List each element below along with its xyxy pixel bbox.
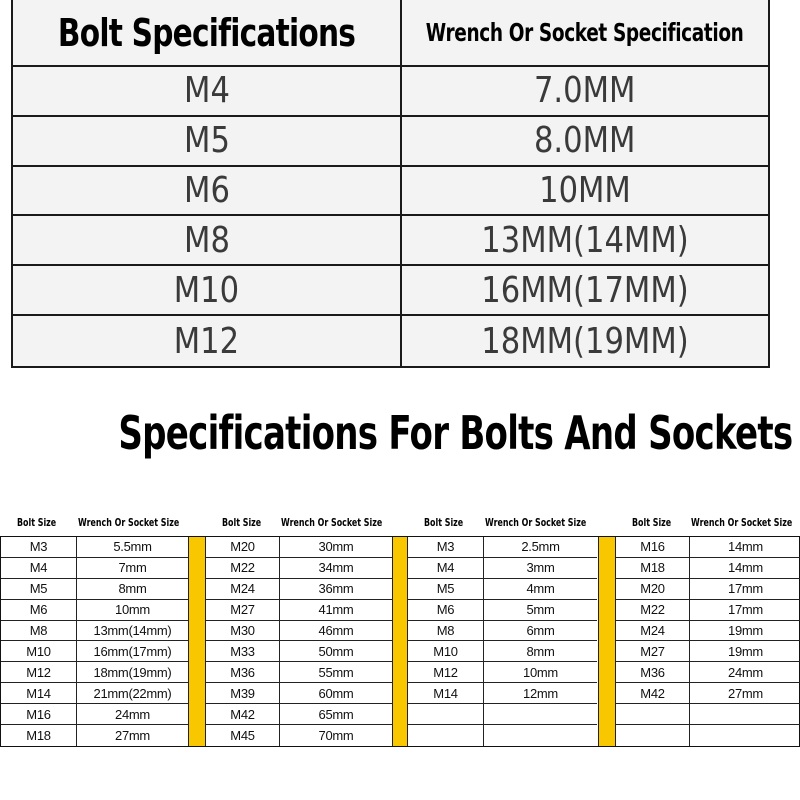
cell-text: M6	[183, 170, 230, 212]
wrench-size-cell: 16mm(17mm)	[93, 643, 172, 659]
cell-text: 13MM(14MM)	[481, 219, 689, 261]
bolt-size-cell: M22	[616, 600, 690, 620]
bolt-size-cell: M42	[206, 704, 280, 724]
table-row	[408, 641, 597, 662]
wrench-size-cell: 8mm	[526, 643, 555, 659]
table-row	[1, 621, 188, 642]
bolt-size-cell: M14	[1, 683, 77, 703]
cell-text: M4	[183, 70, 230, 112]
bolt-spec-table	[11, 0, 770, 368]
table-row	[1, 600, 188, 621]
table-row	[1, 683, 188, 704]
spec-block-1	[1, 537, 188, 746]
bolt-size-cell: M39	[206, 683, 280, 703]
wrench-size-cell: 21mm(22mm)	[93, 685, 172, 701]
bolt-size-cell: M8	[1, 621, 77, 641]
wrench-size-cell: 14mm	[728, 539, 763, 555]
cell-text: 16MM(17MM)	[481, 269, 689, 311]
header-wrench-size: Wrench Or Socket Size	[691, 516, 793, 529]
bolt-size-cell: M36	[616, 662, 690, 682]
bolt-size-cell: M8	[408, 621, 484, 641]
wrench-size-cell: 5.5mm	[113, 539, 152, 555]
table-row	[616, 683, 800, 704]
bolt-size-cell: M42	[616, 683, 690, 703]
table-row	[206, 579, 392, 600]
bolt-size-cell: M20	[616, 579, 690, 599]
table-row	[206, 662, 392, 683]
wrench-size-cell: 17mm	[728, 602, 763, 618]
bolt-size-cell: M36	[206, 662, 280, 682]
wrench-size-cell: 70mm	[318, 728, 354, 744]
table-row	[616, 600, 800, 621]
bolt-size-cell: M20	[206, 537, 280, 557]
wrench-size-cell	[402, 67, 768, 117]
bolt-size-cell: M12	[1, 662, 77, 682]
wrench-size-cell: 2.5mm	[521, 539, 560, 555]
table-row	[616, 641, 800, 662]
table-row	[1, 579, 188, 600]
bolt-size-cell	[616, 725, 690, 746]
wrench-size-cell: 50mm	[318, 643, 354, 659]
bolt-size-cell: M6	[408, 600, 484, 620]
table-row	[408, 537, 597, 558]
table-row	[616, 558, 800, 579]
bolt-size-cell	[13, 167, 402, 217]
wrench-size-cell: 6mm	[526, 623, 555, 639]
wrench-size-cell: 34mm	[318, 560, 354, 576]
cell-text: M12	[173, 320, 240, 362]
table-row	[408, 558, 597, 579]
wrench-size-cell: 36mm	[318, 581, 354, 597]
table-row	[206, 704, 392, 725]
wrench-size-cell: 19mm	[728, 623, 763, 639]
table-row	[206, 558, 392, 579]
wrench-size-cell: 10mm	[115, 602, 150, 618]
yellow-separator-3	[598, 537, 616, 746]
table-row	[408, 662, 597, 683]
wrench-size-cell: 55mm	[318, 664, 354, 680]
header-wrench-size: Wrench Or Socket Size	[78, 516, 180, 529]
bolt-socket-chart	[0, 512, 800, 744]
wrench-size-cell: 17mm	[728, 581, 763, 597]
bolt-socket-grid	[0, 536, 800, 747]
wrench-size-cell: 8mm	[118, 581, 147, 597]
bolt-size-cell	[13, 67, 402, 117]
wrench-size-cell: 19mm	[728, 643, 763, 659]
column-headers	[0, 512, 800, 534]
header-bolt-size: Bolt Size	[222, 516, 262, 529]
header-bolt-size: Bolt Size	[424, 516, 464, 529]
bolt-size-cell	[13, 266, 402, 316]
bolt-size-cell: M16	[1, 704, 77, 724]
header-bolt-size: Bolt Size	[17, 516, 57, 529]
bolt-size-cell: M16	[616, 537, 690, 557]
table-row	[206, 600, 392, 621]
wrench-size-cell: 24mm	[115, 706, 150, 722]
bolt-size-cell: M27	[616, 641, 690, 661]
bolt-size-cell: M3	[408, 537, 484, 557]
table-row	[408, 704, 597, 725]
wrench-size-cell: 5mm	[526, 602, 555, 618]
bolt-size-cell: M10	[1, 641, 77, 661]
table-row	[1, 704, 188, 725]
bolt-size-cell: M30	[206, 621, 280, 641]
spec-block-4	[616, 537, 800, 746]
table-row	[206, 641, 392, 662]
bolt-size-cell: M27	[206, 600, 280, 620]
bolt-size-cell	[408, 725, 484, 746]
header-text: Bolt Specifications	[57, 10, 356, 55]
bolt-size-cell: M4	[1, 558, 77, 578]
bolt-size-cell: M14	[408, 683, 484, 703]
table-row	[206, 621, 392, 642]
spec-block-2	[206, 537, 392, 746]
wrench-size-cell: 46mm	[318, 623, 354, 639]
wrench-size-cell	[690, 725, 800, 746]
table-row	[1, 537, 188, 558]
header-wrench-specification	[402, 0, 768, 67]
bolt-size-cell: M18	[1, 725, 77, 746]
table-row	[1, 558, 188, 579]
wrench-size-cell: 12mm	[523, 685, 558, 701]
table-row	[206, 537, 392, 558]
table-row	[616, 704, 800, 725]
table-row	[616, 621, 800, 642]
wrench-size-cell: 4mm	[526, 581, 555, 597]
wrench-size-cell: 10mm	[523, 664, 558, 680]
bolt-size-cell	[408, 704, 484, 724]
header-bolt-specifications	[13, 0, 402, 67]
bolt-size-cell: M18	[616, 558, 690, 578]
table-row	[408, 600, 597, 621]
table-row	[206, 683, 392, 704]
title-text: Specifications For Bolts And Sockets	[118, 406, 793, 460]
header-bolt-size: Bolt Size	[632, 516, 672, 529]
header-text: Wrench Or Socket Specification	[426, 18, 744, 47]
wrench-size-cell: 18mm(19mm)	[93, 664, 172, 680]
wrench-size-cell	[402, 117, 768, 167]
wrench-size-cell	[402, 216, 768, 266]
bolt-size-cell: M24	[616, 621, 690, 641]
bolt-size-cell	[13, 117, 402, 167]
bolt-size-cell: M10	[408, 641, 484, 661]
yellow-separator-1	[188, 537, 206, 746]
wrench-size-cell	[402, 316, 768, 366]
table-row	[616, 579, 800, 600]
section-title	[0, 406, 800, 460]
table-row	[408, 725, 597, 746]
bolt-size-cell: M5	[1, 579, 77, 599]
wrench-size-cell: 60mm	[318, 685, 354, 701]
bolt-size-cell: M24	[206, 579, 280, 599]
bolt-size-cell: M45	[206, 725, 280, 746]
wrench-size-cell: 27mm	[728, 685, 763, 701]
wrench-size-cell: 65mm	[318, 706, 354, 722]
spec-block-3	[408, 537, 597, 746]
table-row	[408, 621, 597, 642]
table-row	[408, 683, 597, 704]
table-row	[1, 662, 188, 683]
cell-text: M10	[173, 269, 240, 311]
wrench-size-cell: 13mm(14mm)	[93, 623, 172, 639]
cell-text: 8.0MM	[534, 120, 636, 162]
table-row	[616, 725, 800, 746]
bolt-size-cell: M22	[206, 558, 280, 578]
table-row	[1, 641, 188, 662]
wrench-size-cell	[484, 725, 597, 746]
cell-text: 18MM(19MM)	[481, 320, 689, 362]
wrench-size-cell: 41mm	[318, 602, 354, 618]
wrench-size-cell: 27mm	[115, 728, 150, 744]
wrench-size-cell: 24mm	[728, 664, 763, 680]
wrench-size-cell: 7mm	[118, 560, 147, 576]
wrench-size-cell	[402, 167, 768, 217]
cell-text: M5	[183, 120, 230, 162]
bolt-size-cell: M4	[408, 558, 484, 578]
table-row	[408, 579, 597, 600]
bolt-size-cell: M5	[408, 579, 484, 599]
wrench-size-cell: 30mm	[318, 539, 354, 555]
bolt-size-cell	[13, 316, 402, 366]
header-wrench-size: Wrench Or Socket Size	[485, 516, 587, 529]
bolt-size-cell	[616, 704, 690, 724]
table-row	[616, 662, 800, 683]
cell-text: 7.0MM	[534, 70, 636, 112]
table-row	[206, 725, 392, 746]
bolt-size-cell	[13, 216, 402, 266]
wrench-size-cell	[484, 704, 597, 724]
wrench-size-cell: 3mm	[526, 560, 555, 576]
wrench-size-cell	[690, 704, 800, 724]
bolt-size-cell: M6	[1, 600, 77, 620]
header-wrench-size: Wrench Or Socket Size	[281, 516, 383, 529]
cell-text: 10MM	[539, 170, 631, 212]
wrench-size-cell	[402, 266, 768, 316]
cell-text: M8	[183, 219, 230, 261]
wrench-size-cell: 14mm	[728, 560, 763, 576]
table-row	[1, 725, 188, 746]
bolt-size-cell: M33	[206, 641, 280, 661]
table-row	[616, 537, 800, 558]
bolt-size-cell: M12	[408, 662, 484, 682]
yellow-separator-2	[392, 537, 408, 746]
bolt-size-cell: M3	[1, 537, 77, 557]
